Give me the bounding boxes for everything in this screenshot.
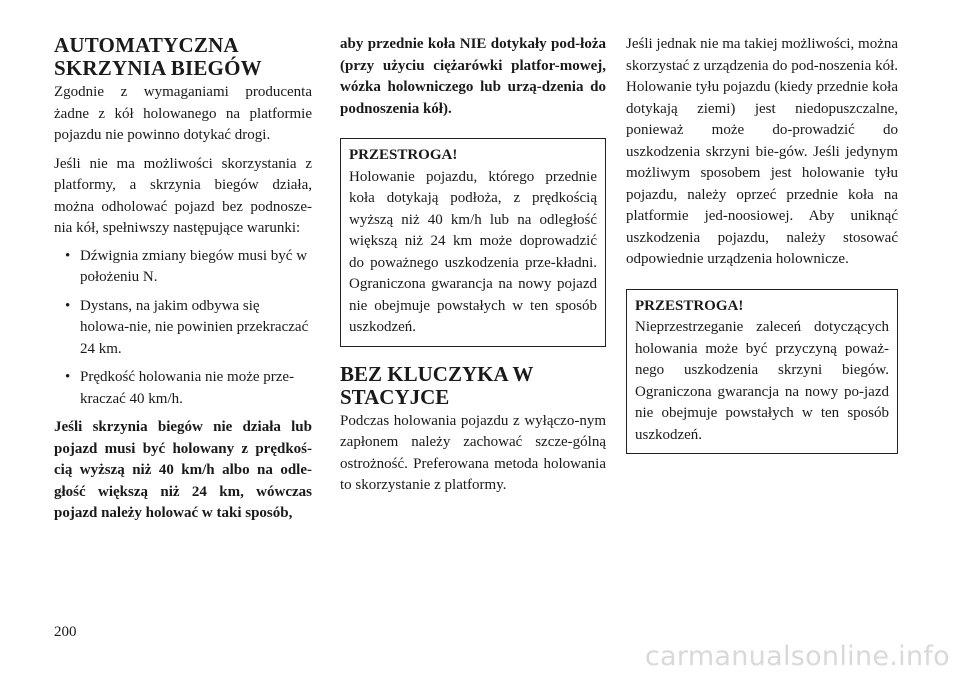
caution-text: Holowanie pojazdu, którego przednie koła dotykają podłoża, z prędkością wyższą niż 40 km/h lub na odległość większą niż 24 km może doprowadzić do poważnego uszkodzenia prze-kładni. Ograniczona gwarancja na nowy pojazd nie obejmuje powstałych w ten sposób uszkodzeń. <box>349 168 597 335</box>
paragraph-manufacturer-requirements: Zgodnie z wymaganiami producenta żadne z kół holowanego na platformie pojazdu nie powinno dotykać drogi. <box>54 84 312 143</box>
caution-text: Nieprzestrzeganie zaleceń dotyczących holowania może być przyczyną poważ-nego uszkodzenia skrzyni biegów. Ograniczona gwarancja na nowy po-jazd nie obejmuje powstałych w ten sposób uszkodzeń. <box>635 319 889 443</box>
watermark: carmanualsonline.info <box>644 641 950 672</box>
section-heading-automatic-transmission: AUTOMATYCZNA SKRZYNIA BIEGÓW <box>54 33 262 80</box>
paragraph-bold-continuation: aby przednie koła NIE dotykały pod-łoża (przy użyciu ciężarówki platfor-mowej, wózka holowniczego lub urzą-dzenia do podnoszenia kół). <box>340 36 606 117</box>
paragraph-wheel-lift: Jeśli jednak nie ma takiej możliwości, można skorzystać z urządzenia do pod-noszenia kół. Holowanie tyłu pojazdu (kiedy przednie koła dotykają ziemi) jest niedopuszczalne, ponieważ może do-prowadzić do uszkodzenia skrzyni bie-gów. Jeśli jedynym możliwym sposobem jest holowanie tyłu pojazdu, należy oprzeć przednie koła na platformie jed-noosiowej. Aby uniknąć uszkodzenia pojazdu, należy stosować odpowiednie urządzenia holownicze. <box>626 36 899 267</box>
caution-title: PRZESTROGA! <box>349 147 458 163</box>
list-item: • Dźwignia zmiany biegów musi być w położeniu N. <box>65 247 308 285</box>
caution-title: PRZESTROGA! <box>635 297 744 314</box>
bullet-icon: • <box>65 369 71 385</box>
paragraph-towing-conditions: Jeśli nie ma możliwości skorzystania z platformy, a skrzynia biegów działa, można odholować pojazd bez podnosze-nia kół, spełniwszy następujące warunki: <box>54 155 312 236</box>
column-right <box>626 34 898 470</box>
paragraph-ignition-off: Podczas holowania pojazdu z wyłączo-nym zapłonem należy zachować szcze-gólną ostrożność. Preferowana metoda holowania to skorzystanie z platformy. <box>340 412 606 493</box>
page-number: 200 <box>54 624 77 640</box>
paragraph-bold-warning: Jeśli skrzynia biegów nie działa lub pojazd musi być holowany z prędkoś-cią wyższą niż 40 km/h albo na odle-głość większą niż 24 km, wówczas pojazd należy holować w taki sposób, <box>54 419 312 521</box>
column-middle <box>340 34 606 497</box>
bullet-icon: • <box>65 247 71 264</box>
list-item: • Prędkość holowania nie może prze-kraczać 40 km/h. <box>65 369 295 407</box>
caution-box <box>340 138 606 347</box>
list-item: • Dystans, na jakim odbywa się holowa-nie, nie powinien przekraczać 24 km. <box>65 297 309 357</box>
caution-box <box>626 289 898 455</box>
bullet-icon: • <box>65 297 71 314</box>
section-heading-no-key: BEZ KLUCZYKA W STACYJCE <box>340 361 533 409</box>
column-left <box>54 34 312 525</box>
conditions-list <box>54 246 312 411</box>
